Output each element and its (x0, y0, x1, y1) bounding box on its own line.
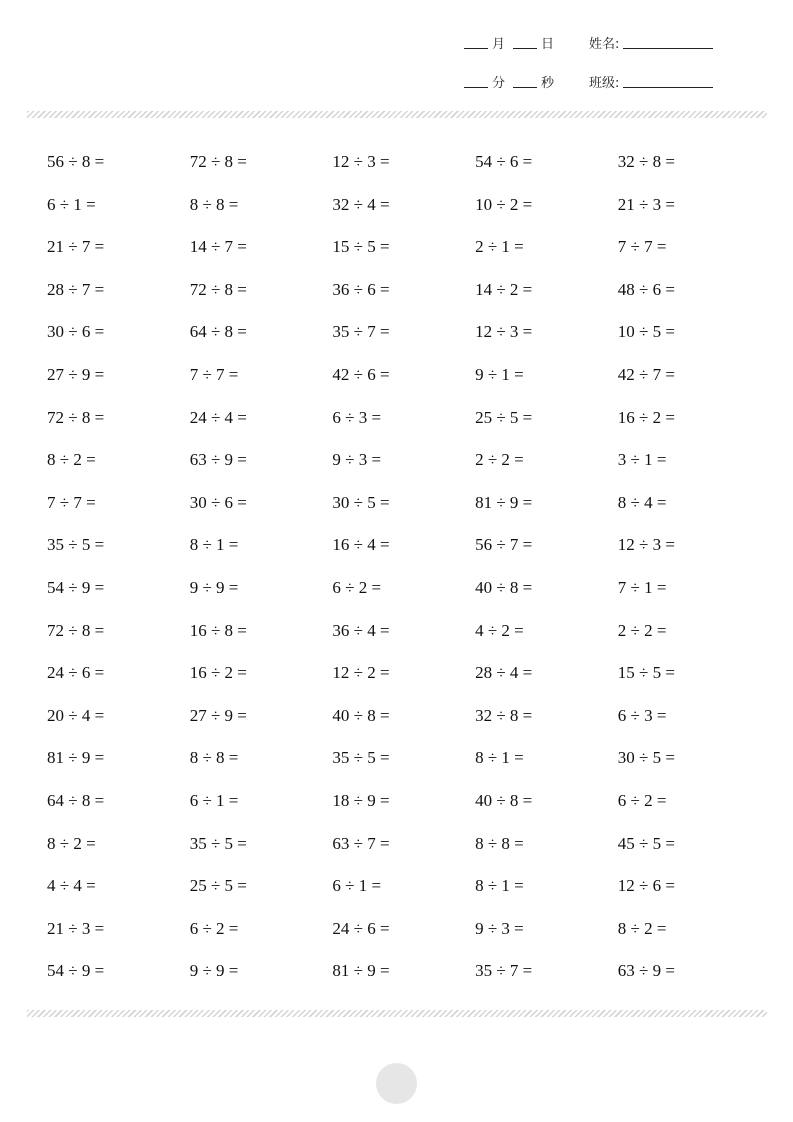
problem-item: 16 ÷ 4 = (332, 535, 390, 555)
minute-label: 分 (492, 76, 506, 91)
problem-item: 8 ÷ 1 = (475, 748, 524, 768)
class-line (623, 87, 713, 88)
problem-item: 28 ÷ 4 = (475, 663, 533, 683)
bottom-divider (27, 1010, 767, 1017)
problem-item: 40 ÷ 8 = (475, 577, 533, 597)
month-label: 月 (492, 37, 506, 52)
problem-item: 56 ÷ 7 = (475, 535, 533, 555)
problem-item: 40 ÷ 8 = (332, 705, 390, 725)
problem-item: 8 ÷ 2 = (47, 450, 96, 470)
problem-item: 12 ÷ 3 = (475, 322, 533, 342)
problem-item: 6 ÷ 3 = (617, 705, 667, 725)
problem-item: 40 ÷ 8 = (475, 790, 533, 810)
problem-item: 64 ÷ 8 = (47, 790, 105, 810)
problem-item: 27 ÷ 9 = (47, 364, 105, 384)
problem-item: 9 ÷ 1 = (475, 364, 524, 384)
problem-item: 21 ÷ 3 = (617, 194, 675, 214)
problem-item: 16 ÷ 2 = (617, 407, 675, 427)
problem-item: 30 ÷ 6 = (47, 322, 105, 342)
problem-item: 6 ÷ 2 = (332, 577, 382, 597)
problem-item: 24 ÷ 4 = (189, 407, 247, 427)
problem-item: 9 ÷ 3 = (475, 918, 524, 938)
problem-item: 6 ÷ 1 = (189, 790, 239, 810)
month-blank (464, 48, 488, 49)
problem-item: 8 ÷ 8 = (475, 833, 524, 853)
problem-item: 24 ÷ 6 = (47, 663, 105, 683)
problem-item: 8 ÷ 2 = (617, 918, 667, 938)
problem-item: 14 ÷ 7 = (189, 237, 247, 257)
problem-item: 54 ÷ 6 = (475, 152, 533, 171)
problem-item: 54 ÷ 9 = (47, 577, 105, 597)
name-line (623, 48, 713, 49)
problem-item: 8 ÷ 1 = (475, 876, 524, 896)
problem-item: 7 ÷ 7 = (47, 492, 96, 512)
minute-blank (464, 87, 488, 88)
top-divider (27, 111, 767, 118)
name-field (589, 33, 713, 52)
problem-item: 36 ÷ 4 = (332, 620, 390, 640)
problem-item: 18 ÷ 9 = (332, 790, 390, 810)
problem-item: 8 ÷ 2 = (47, 833, 96, 853)
date-field (464, 33, 554, 52)
day-blank (513, 48, 537, 49)
page-marker (376, 1063, 417, 1104)
problem-item: 32 ÷ 8 = (475, 705, 533, 725)
problem-item: 54 ÷ 9 = (47, 961, 105, 981)
problem-item: 35 ÷ 7 = (475, 961, 533, 981)
problem-item: 56 ÷ 8 = (47, 152, 105, 171)
problem-item: 6 ÷ 2 = (189, 918, 239, 938)
problem-item: 27 ÷ 9 = (189, 705, 247, 725)
problem-item: 9 ÷ 3 = (332, 450, 382, 470)
problem-item: 42 ÷ 6 = (332, 364, 390, 384)
problem-item: 15 ÷ 5 = (332, 237, 390, 257)
problem-item: 42 ÷ 7 = (617, 364, 675, 384)
problem-item: 48 ÷ 6 = (617, 279, 675, 299)
problem-item: 2 ÷ 2 = (475, 450, 524, 470)
problem-item: 36 ÷ 6 = (332, 279, 390, 299)
problem-item: 30 ÷ 5 = (332, 492, 390, 512)
problem-item: 15 ÷ 5 = (617, 663, 675, 683)
problem-item: 14 ÷ 2 = (475, 279, 533, 299)
problem-grid (47, 141, 760, 993)
problem-item: 12 ÷ 3 = (332, 152, 390, 171)
problem-item: 63 ÷ 9 = (189, 450, 247, 470)
problem-item: 16 ÷ 8 = (189, 620, 247, 640)
problem-item: 35 ÷ 5 = (189, 833, 247, 853)
problem-item: 8 ÷ 1 = (189, 535, 239, 555)
problem-item: 35 ÷ 5 = (47, 535, 105, 555)
problem-item: 7 ÷ 7 = (189, 364, 239, 384)
problem-item: 72 ÷ 8 = (47, 620, 105, 640)
problem-item: 12 ÷ 2 = (332, 663, 390, 683)
problem-item: 63 ÷ 9 = (617, 961, 675, 981)
second-label: 秒 (541, 76, 555, 91)
class-field (589, 72, 713, 91)
problem-item: 7 ÷ 1 = (617, 577, 667, 597)
problem-item: 81 ÷ 9 = (332, 961, 390, 981)
name-label: 姓名: (589, 37, 620, 52)
problem-item: 7 ÷ 7 = (617, 237, 667, 257)
problem-item: 6 ÷ 1 = (47, 194, 96, 214)
second-blank (513, 87, 537, 88)
problem-item: 6 ÷ 2 = (617, 790, 667, 810)
problem-item: 30 ÷ 6 = (189, 492, 247, 512)
problem-item: 21 ÷ 3 = (47, 918, 105, 938)
problem-item: 9 ÷ 9 = (189, 961, 239, 981)
time-field (464, 72, 554, 91)
problem-item: 2 ÷ 1 = (475, 237, 524, 257)
problem-item: 2 ÷ 2 = (617, 620, 667, 640)
problem-item: 6 ÷ 3 = (332, 407, 382, 427)
problem-item: 21 ÷ 7 = (47, 237, 105, 257)
problem-item: 35 ÷ 7 = (332, 322, 390, 342)
day-label: 日 (541, 37, 555, 52)
problem-item: 35 ÷ 5 = (332, 748, 390, 768)
problem-item: 72 ÷ 8 = (189, 279, 247, 299)
problem-item: 72 ÷ 8 = (47, 407, 105, 427)
problem-item: 8 ÷ 4 = (617, 492, 667, 512)
problem-item: 8 ÷ 8 = (189, 748, 239, 768)
problem-item: 3 ÷ 1 = (617, 450, 667, 470)
problem-item: 24 ÷ 6 = (332, 918, 390, 938)
problem-item: 8 ÷ 8 = (189, 194, 239, 214)
problem-item: 72 ÷ 8 = (189, 152, 247, 171)
problem-item: 25 ÷ 5 = (189, 876, 247, 896)
problem-item: 81 ÷ 9 = (47, 748, 105, 768)
problem-item: 28 ÷ 7 = (47, 279, 105, 299)
problem-item: 32 ÷ 4 = (332, 194, 390, 214)
problem-item: 10 ÷ 5 = (617, 322, 675, 342)
problem-item: 64 ÷ 8 = (189, 322, 247, 342)
problem-item: 4 ÷ 4 = (47, 876, 96, 896)
problem-item: 4 ÷ 2 = (475, 620, 524, 640)
problem-item: 32 ÷ 8 = (617, 152, 675, 171)
class-label: 班级: (589, 76, 620, 91)
problem-item: 9 ÷ 9 = (189, 577, 239, 597)
problem-item: 12 ÷ 6 = (617, 876, 675, 896)
problem-item: 45 ÷ 5 = (617, 833, 675, 853)
problem-item: 30 ÷ 5 = (617, 748, 675, 768)
problem-item: 12 ÷ 3 = (617, 535, 675, 555)
problem-item: 25 ÷ 5 = (475, 407, 533, 427)
problem-item: 16 ÷ 2 = (189, 663, 247, 683)
problem-item: 63 ÷ 7 = (332, 833, 390, 853)
problem-item: 81 ÷ 9 = (475, 492, 533, 512)
problem-item: 20 ÷ 4 = (47, 705, 105, 725)
problem-item: 10 ÷ 2 = (475, 194, 533, 214)
problem-item: 6 ÷ 1 = (332, 876, 382, 896)
